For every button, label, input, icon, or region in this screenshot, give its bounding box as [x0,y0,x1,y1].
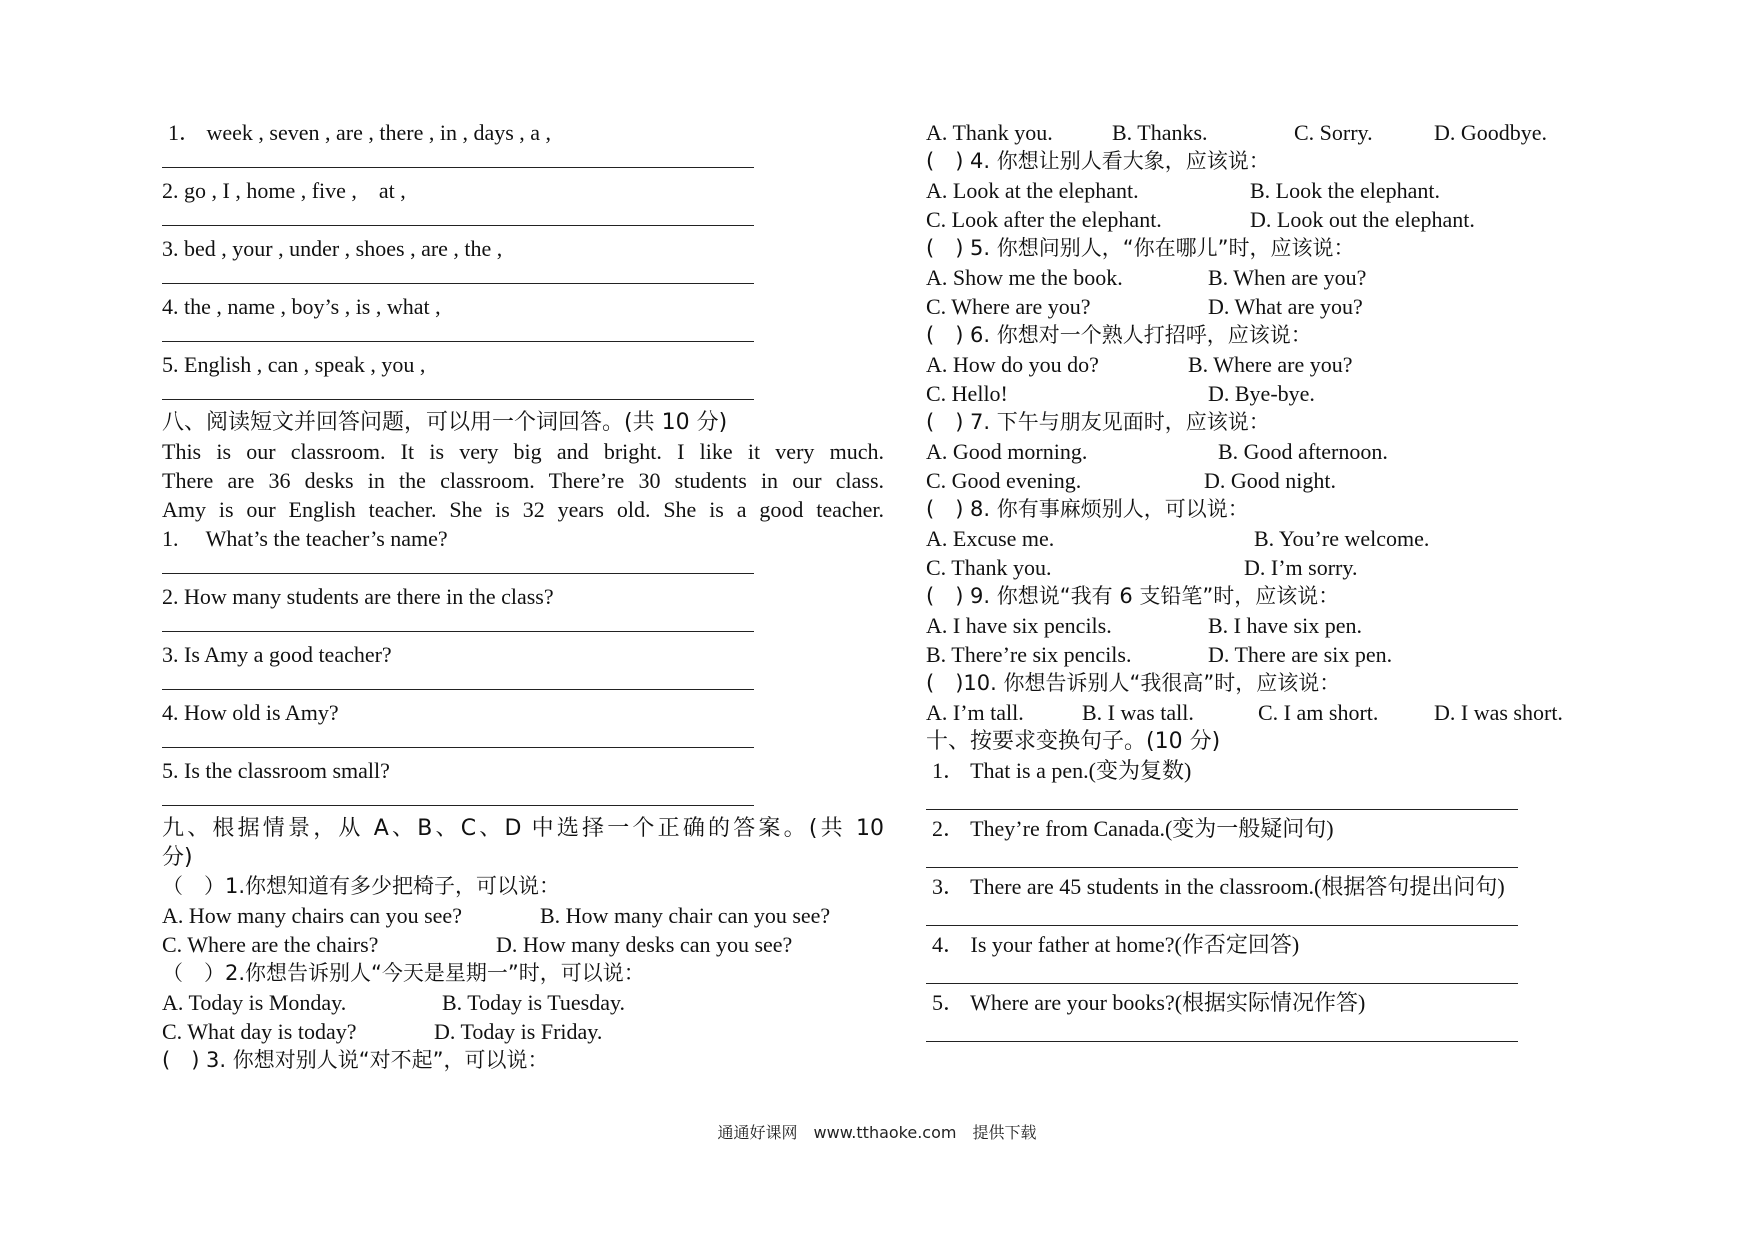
reading-question-1: 1. What’s the teacher’s name? [162,526,448,551]
options-row [926,176,1591,205]
options-row [926,205,1591,234]
option-c: C. Where are you? [926,294,1091,319]
option-b: B. Where are you? [1188,352,1353,377]
answer-line [926,901,1591,930]
options-row [926,698,1591,727]
options-row [926,263,1591,292]
options-row [926,350,1591,379]
option-d: D. I was short. [1434,700,1563,725]
section-10-heading: 十、按要求变换句子。(10 分) [926,729,1221,754]
choice-question-9: ( ) 9. 你想说“我有 6 支铅笔”时，应该说： [926,584,1340,608]
option-a: A. Good morning. [926,439,1088,464]
option-c: C. I am short. [1258,700,1379,725]
option-c: C. What day is today? [162,1019,357,1044]
option-a: A. I have six pencils. [926,613,1112,638]
option-a: A. Show me the book. [926,265,1123,290]
answer-line [926,1017,1591,1046]
reorder-item-3: 3. bed , your , under , shoes , are , the , [162,236,503,261]
answer-line [162,669,884,698]
option-d: D. Goodbye. [1434,120,1548,145]
option-d: D. Today is Friday. [434,1019,603,1044]
reorder-item-2: 2. go , I , home , five , at , [162,178,406,203]
answer-line [162,321,884,350]
answer-line [162,263,884,292]
choice-question-1: （ ）1.你想知道有多少把椅子，可以说： [162,874,561,898]
option-d: D. Look out the elephant. [1250,207,1475,232]
option-b: B. How many chair can you see? [540,903,831,928]
answer-line [162,379,884,408]
option-b: B. Look the elephant. [1250,178,1441,203]
reading-question-2: 2. How many students are there in the class? [162,584,554,609]
answer-line [162,727,884,756]
option-b: B. You’re welcome. [1254,526,1430,551]
option-d: D. How many desks can you see? [496,932,793,957]
option-d: D. I’m sorry. [1244,555,1358,580]
page-footer: 通通好课网 www.tthaoke.com 提供下载 [717,1123,1037,1142]
option-b: B. Today is Tuesday. [442,990,626,1015]
options-row [926,437,1591,466]
option-a: A. How many chairs can you see? [162,903,462,928]
options-row [926,640,1591,669]
reorder-item-1: 1． week , seven , are , there , in , days , a , [168,120,552,145]
reading-question-4: 4. How old is Amy? [162,700,339,725]
option-b: B. I have six pen. [1208,613,1362,638]
option-d: D. What are you? [1208,294,1363,319]
passage-line-2: There are 36 desks in the classroom. There’re 30 students in our class. [162,468,884,493]
reading-question-5: 5. Is the classroom small? [162,758,390,783]
options-row [162,988,884,1017]
options-row [926,379,1591,408]
passage-line-1: This is our classroom. It is very big and bright. I like it very much. [162,439,884,464]
option-c: C. Look after the elephant. [926,207,1162,232]
reorder-item-5: 5. English , can , speak , you , [162,352,426,377]
choice-question-7: ( ) 7. 下午与朋友见面时，应该说： [926,410,1270,434]
choice-question-5: ( ) 5. 你想问别人，“你在哪儿”时，应该说： [926,236,1355,260]
option-c: C. Where are the chairs? [162,932,379,957]
choice-question-2: （ ）2.你想告诉别人“今天是星期一”时，可以说： [162,961,645,985]
options-row [926,611,1591,640]
option-d: D. Good night. [1204,468,1336,493]
options-row [926,553,1591,582]
options-row [162,930,884,959]
right-column [926,118,1591,1046]
options-row [926,524,1591,553]
reorder-item-4: 4. the , name , boy’s , is , what , [162,294,441,319]
option-a: A. Look at the elephant. [926,178,1139,203]
reading-question-3: 3. Is Amy a good teacher? [162,642,392,667]
choice-question-4: ( ) 4. 你想让别人看大象，应该说： [926,149,1270,173]
transform-item-4: 4． Is your father at home?(作否定回答) [932,932,1300,957]
left-column [162,118,884,1075]
passage-line-3: Amy is our English teacher. She is 32 years old. She is a good teacher. [162,497,884,522]
choice-question-3: ( ) 3. 你想对别人说“对不起”，可以说： [162,1048,549,1072]
option-a: A. I’m tall. [926,700,1024,725]
option-c: C. Sorry. [1294,120,1373,145]
answer-line [926,785,1591,814]
answer-line [162,553,884,582]
option-a: A. Today is Monday. [162,990,347,1015]
answer-line [162,147,884,176]
answer-line [162,611,884,640]
answer-line [926,959,1591,988]
choice-question-8: ( ) 8. 你有事麻烦别人，可以说： [926,497,1249,521]
choice-question-6: ( ) 6. 你想对一个熟人打招呼，应该说： [926,323,1312,347]
answer-line [162,785,884,814]
transform-item-3: 3． There are 45 students in the classroom.(根据答句提出问句) [932,874,1505,899]
section-8-heading: 八、阅读短文并回答问题，可以用一个词回答。(共 10 分) [162,410,728,435]
option-a: A. How do you do? [926,352,1099,377]
option-a: A. Thank you. [926,120,1053,145]
transform-item-5: 5． Where are your books?(根据实际情况作答) [932,990,1366,1015]
option-b: B. I was tall. [1082,700,1194,725]
option-c: C. Good evening. [926,468,1082,493]
options-row [926,118,1591,147]
options-row [162,901,884,930]
answer-line [162,205,884,234]
section-9-heading: 九、根据情景，从 A、B、C、D 中选择一个正确的答案。(共 10 [162,816,884,841]
options-row [926,466,1591,495]
option-b: B. When are you? [1208,265,1367,290]
option-d: D. Bye-bye. [1208,381,1315,406]
options-row [162,1017,884,1046]
transform-item-1: 1． That is a pen.(变为复数) [932,758,1192,783]
option-b: B. Good afternoon. [1218,439,1388,464]
option-b: B. Thanks. [1112,120,1208,145]
choice-question-10: ( )10. 你想告诉别人“我很高”时，应该说： [926,671,1341,695]
option-c: C. Thank you. [926,555,1052,580]
options-row [926,292,1591,321]
answer-line [926,843,1591,872]
option-d: D. There are six pen. [1208,642,1393,667]
option-c: C. Hello! [926,381,1008,406]
transform-item-2: 2． They’re from Canada.(变为一般疑问句) [932,816,1334,841]
option-b-alt: B. There’re six pencils. [926,642,1132,667]
option-a: A. Excuse me. [926,526,1055,551]
section-9-heading-cont: 分) [162,845,193,870]
